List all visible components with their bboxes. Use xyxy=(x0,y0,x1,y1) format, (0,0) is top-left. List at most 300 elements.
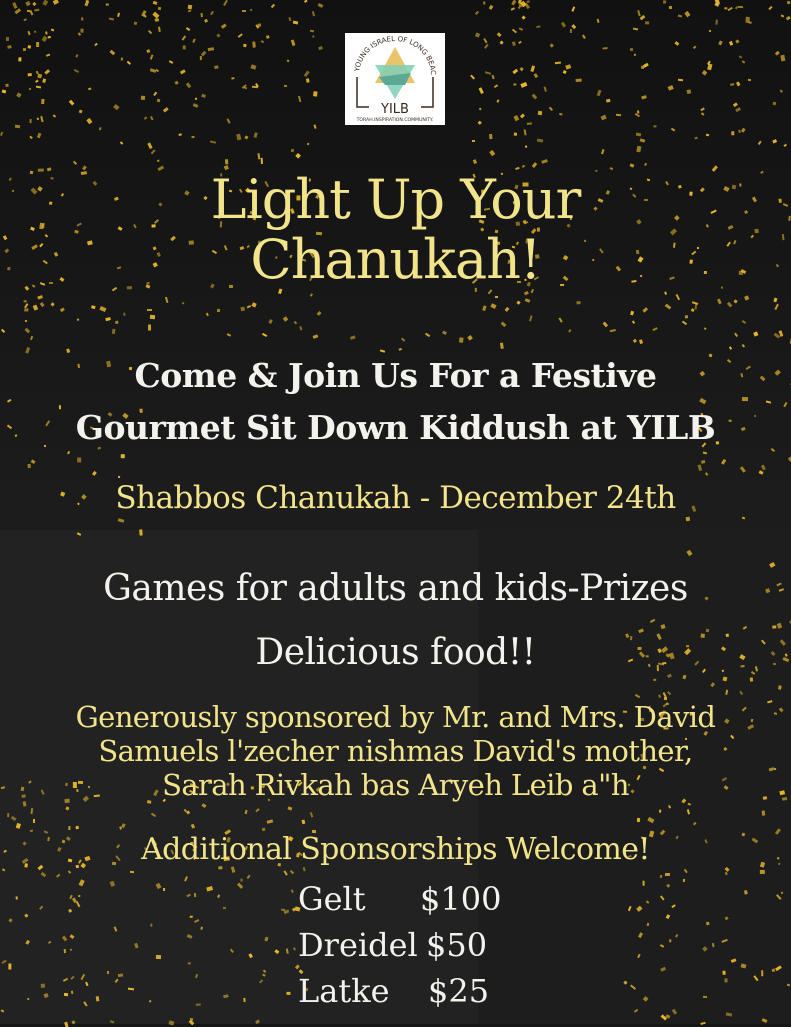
confetti-piece xyxy=(266,820,272,824)
confetti-piece xyxy=(694,304,697,310)
confetti-piece xyxy=(711,682,716,687)
confetti-piece xyxy=(187,893,191,897)
sponsor-line-2: Samuels l'zecher nishmas David's mother, xyxy=(98,734,693,768)
confetti-piece xyxy=(140,530,143,536)
confetti-piece xyxy=(670,939,672,942)
confetti-piece xyxy=(631,320,634,323)
confetti-piece xyxy=(81,974,85,980)
confetti-piece xyxy=(8,918,13,922)
confetti-piece xyxy=(602,46,607,49)
confetti-piece xyxy=(286,948,289,953)
confetti-piece xyxy=(118,475,120,477)
confetti-piece xyxy=(538,111,543,116)
confetti-piece xyxy=(684,11,690,17)
confetti-piece xyxy=(248,954,253,959)
confetti-piece xyxy=(665,304,672,310)
confetti-piece xyxy=(738,6,743,8)
confetti-piece xyxy=(30,119,32,123)
confetti-piece xyxy=(226,118,230,123)
confetti-piece xyxy=(283,870,288,876)
confetti-piece xyxy=(151,150,155,155)
confetti-piece xyxy=(527,123,532,125)
confetti-piece xyxy=(653,679,656,681)
confetti-piece xyxy=(16,896,18,899)
confetti-piece xyxy=(179,133,182,135)
confetti-piece xyxy=(732,102,737,107)
confetti-piece xyxy=(776,965,782,970)
confetti-piece xyxy=(740,467,746,473)
confetti-piece xyxy=(262,333,268,338)
confetti-piece xyxy=(497,33,501,37)
confetti-piece xyxy=(702,70,707,75)
confetti-piece xyxy=(80,28,83,32)
confetti-piece xyxy=(26,347,30,353)
confetti-piece xyxy=(288,806,293,810)
confetti-piece xyxy=(517,301,521,305)
confetti-piece xyxy=(129,871,133,874)
confetti-piece xyxy=(36,79,39,82)
confetti-piece xyxy=(240,879,242,882)
confetti-piece xyxy=(643,996,648,1001)
confetti-piece xyxy=(484,43,489,48)
confetti-piece xyxy=(66,348,71,353)
confetti-piece xyxy=(291,890,294,894)
confetti-piece xyxy=(601,149,605,155)
confetti-piece xyxy=(660,874,663,878)
confetti-piece xyxy=(776,895,781,900)
confetti-piece xyxy=(241,307,245,311)
confetti-piece xyxy=(194,893,196,897)
confetti-piece xyxy=(312,35,315,38)
confetti-piece xyxy=(511,0,516,6)
confetti-piece xyxy=(729,40,733,45)
confetti-piece xyxy=(787,984,790,987)
confetti-piece xyxy=(247,875,251,879)
confetti-piece xyxy=(8,45,12,49)
confetti-piece xyxy=(158,7,162,10)
confetti-piece xyxy=(2,89,7,93)
confetti-piece xyxy=(150,315,155,319)
confetti-piece xyxy=(744,890,747,894)
confetti-piece xyxy=(500,343,504,349)
sponsorship-price: $100 xyxy=(420,880,502,918)
confetti-piece xyxy=(630,311,634,316)
confetti-piece xyxy=(568,329,571,333)
confetti-piece xyxy=(2,960,7,964)
confetti-piece xyxy=(76,826,79,829)
confetti-piece xyxy=(24,19,27,22)
confetti-piece xyxy=(120,57,123,61)
confetti-piece xyxy=(33,819,35,823)
confetti-piece xyxy=(265,936,269,940)
confetti-piece xyxy=(63,949,65,953)
confetti-piece xyxy=(77,32,80,35)
confetti-piece xyxy=(310,293,313,296)
confetti-piece xyxy=(291,908,296,913)
confetti-piece xyxy=(121,823,126,828)
confetti-piece xyxy=(785,16,790,21)
confetti-piece xyxy=(731,131,734,135)
confetti-piece xyxy=(251,64,257,69)
confetti-piece xyxy=(92,471,97,476)
confetti-piece xyxy=(724,978,727,982)
confetti-piece xyxy=(36,42,39,47)
confetti-piece xyxy=(27,45,31,48)
confetti-piece xyxy=(379,349,384,353)
confetti-piece xyxy=(100,306,107,312)
confetti-piece xyxy=(514,132,517,135)
confetti-piece xyxy=(245,135,249,139)
confetti-piece xyxy=(742,517,746,520)
highlights-line-2: Delicious food!! xyxy=(255,632,536,673)
confetti-piece xyxy=(42,0,48,6)
confetti-piece xyxy=(79,879,85,886)
confetti-piece xyxy=(99,127,102,130)
confetti-piece xyxy=(44,69,50,74)
confetti-piece xyxy=(401,338,405,342)
confetti-piece xyxy=(638,10,642,16)
confetti-piece xyxy=(127,61,131,65)
confetti-piece xyxy=(37,117,39,119)
confetti-piece xyxy=(512,41,516,45)
confetti-piece xyxy=(271,4,275,8)
confetti-piece xyxy=(44,993,49,998)
confetti-piece xyxy=(261,158,263,164)
confetti-piece xyxy=(39,302,44,307)
confetti-piece xyxy=(243,44,247,48)
confetti-piece xyxy=(227,333,231,336)
confetti-piece xyxy=(643,162,647,166)
confetti-piece xyxy=(725,7,728,9)
confetti-piece xyxy=(572,24,576,28)
confetti-piece xyxy=(1,868,5,872)
confetti-piece xyxy=(196,1004,201,1006)
confetti-piece xyxy=(781,14,785,17)
confetti-piece xyxy=(727,7,732,11)
confetti-piece xyxy=(646,900,650,904)
confetti-piece xyxy=(773,297,777,301)
confetti-piece xyxy=(495,296,498,298)
confetti-piece xyxy=(634,53,636,55)
confetti-piece xyxy=(107,971,109,974)
confetti-piece xyxy=(174,80,178,84)
confetti-piece xyxy=(200,56,202,60)
confetti-piece xyxy=(630,48,634,52)
confetti-piece xyxy=(775,303,779,309)
confetti-piece xyxy=(67,826,70,831)
confetti-piece xyxy=(744,296,749,301)
confetti-piece xyxy=(242,10,246,12)
confetti-piece xyxy=(113,104,119,110)
confetti-piece xyxy=(718,41,723,46)
confetti-piece xyxy=(665,873,670,876)
confetti-piece xyxy=(707,64,712,71)
confetti-piece xyxy=(1,1009,5,1012)
confetti-piece xyxy=(30,459,35,464)
confetti-piece xyxy=(186,934,192,939)
confetti-piece xyxy=(741,127,746,132)
confetti-piece xyxy=(154,1,158,5)
confetti-piece xyxy=(25,914,29,918)
confetti-piece xyxy=(302,820,306,824)
confetti-piece xyxy=(238,33,243,37)
confetti-piece xyxy=(110,1020,114,1023)
confetti-piece xyxy=(350,336,356,341)
confetti-piece xyxy=(678,14,682,17)
confetti-piece xyxy=(739,691,744,696)
invite-line-1: Come & Join Us For a Festive xyxy=(134,356,657,395)
confetti-piece xyxy=(201,803,206,807)
confetti-piece xyxy=(71,991,74,994)
confetti-piece xyxy=(24,328,29,333)
confetti-piece xyxy=(601,116,607,121)
confetti-piece xyxy=(687,803,691,807)
confetti-piece xyxy=(214,66,218,69)
confetti-piece xyxy=(208,48,214,52)
confetti-piece xyxy=(48,36,51,39)
confetti-piece xyxy=(686,550,692,556)
confetti-piece xyxy=(62,935,68,941)
confetti-piece xyxy=(36,86,41,89)
confetti-piece xyxy=(9,963,12,969)
confetti-piece xyxy=(703,451,707,453)
confetti-piece xyxy=(489,150,495,156)
confetti-piece xyxy=(513,115,519,121)
confetti-piece xyxy=(77,458,81,463)
confetti-piece xyxy=(623,981,627,985)
confetti-piece xyxy=(24,320,26,322)
confetti-piece xyxy=(256,1019,261,1024)
confetti-piece xyxy=(669,6,672,9)
confetti-piece xyxy=(283,317,288,322)
confetti-piece xyxy=(629,985,635,990)
confetti-piece xyxy=(494,84,498,88)
confetti-piece xyxy=(773,102,777,105)
confetti-piece xyxy=(60,307,65,312)
confetti-piece xyxy=(252,41,256,47)
confetti-piece xyxy=(119,141,123,145)
confetti-piece xyxy=(530,65,534,71)
confetti-piece xyxy=(505,307,510,312)
confetti-piece xyxy=(187,963,190,965)
confetti-piece xyxy=(185,82,191,88)
confetti-piece xyxy=(69,934,74,939)
confetti-piece xyxy=(37,133,41,138)
sponsor-line-1: Generously sponsored by Mr. and Mrs. David xyxy=(75,700,716,734)
confetti-piece xyxy=(157,26,160,31)
confetti-piece xyxy=(521,16,525,20)
confetti-piece xyxy=(606,99,611,103)
confetti-piece xyxy=(524,291,529,295)
confetti-piece xyxy=(731,958,737,963)
confetti-piece xyxy=(221,23,227,28)
confetti-piece xyxy=(633,27,638,30)
invite-line-2: Gourmet Sit Down Kiddush at YILB xyxy=(75,408,716,447)
confetti-piece xyxy=(186,27,191,31)
confetti-piece xyxy=(51,302,55,306)
confetti-piece xyxy=(258,979,263,983)
confetti-piece xyxy=(742,397,748,401)
confetti-piece xyxy=(34,9,40,12)
confetti-piece xyxy=(478,107,481,110)
confetti-piece xyxy=(559,113,562,115)
confetti-piece xyxy=(743,626,747,630)
confetti-piece xyxy=(40,116,43,122)
confetti-piece xyxy=(542,160,548,164)
confetti-piece xyxy=(74,69,79,73)
confetti-piece xyxy=(231,77,234,80)
confetti-piece xyxy=(500,322,506,328)
confetti-piece xyxy=(201,51,207,57)
confetti-piece xyxy=(754,975,759,981)
confetti-piece xyxy=(68,908,72,912)
confetti-piece xyxy=(701,107,705,111)
confetti-piece xyxy=(563,70,567,74)
confetti-piece xyxy=(217,894,220,898)
confetti-piece xyxy=(249,9,252,12)
confetti-piece xyxy=(265,36,269,39)
confetti-piece xyxy=(762,1018,768,1023)
confetti-piece xyxy=(106,318,111,321)
confetti-piece xyxy=(533,73,537,78)
confetti-piece xyxy=(558,317,563,322)
confetti-piece xyxy=(291,149,294,152)
confetti-piece xyxy=(684,315,688,318)
confetti-piece xyxy=(722,939,728,943)
confetti-piece xyxy=(26,940,30,945)
sponsor-line-3: Sarah Rivkah bas Aryeh Leib a"h xyxy=(162,768,629,802)
confetti-piece xyxy=(288,17,291,21)
confetti-piece xyxy=(523,129,526,135)
confetti-piece xyxy=(68,100,74,106)
confetti-piece xyxy=(31,808,34,814)
confetti-piece xyxy=(642,95,647,99)
confetti-piece xyxy=(293,321,297,325)
confetti-piece xyxy=(196,974,199,978)
additional-sponsorships: Additional Sponsorships Welcome! xyxy=(141,832,650,867)
confetti-piece xyxy=(73,161,77,165)
confetti-piece xyxy=(683,878,686,881)
confetti-piece xyxy=(725,916,729,921)
confetti-piece xyxy=(639,138,645,142)
confetti-piece xyxy=(482,306,486,312)
confetti-piece xyxy=(183,808,187,812)
confetti-piece xyxy=(742,320,746,324)
confetti-piece xyxy=(149,55,153,61)
confetti-piece xyxy=(40,872,46,877)
sponsorship-name: Dreidel xyxy=(298,926,418,964)
confetti-piece xyxy=(51,28,55,31)
confetti-piece xyxy=(223,906,226,908)
svg-text:YILB: YILB xyxy=(381,102,409,117)
confetti-piece xyxy=(195,98,198,101)
confetti-piece xyxy=(742,60,746,63)
confetti-piece xyxy=(754,331,759,336)
confetti-piece xyxy=(748,79,751,81)
confetti-piece xyxy=(636,133,641,137)
confetti-piece xyxy=(668,805,671,809)
confetti-piece xyxy=(291,40,296,46)
confetti-piece xyxy=(693,822,697,826)
confetti-piece xyxy=(706,133,709,136)
confetti-piece xyxy=(71,976,75,980)
confetti-piece xyxy=(771,448,775,452)
confetti-piece xyxy=(210,11,214,15)
confetti-piece xyxy=(734,333,738,337)
confetti-piece xyxy=(781,891,783,893)
confetti-piece xyxy=(492,74,495,79)
confetti-piece xyxy=(638,933,643,939)
confetti-piece xyxy=(27,997,30,1000)
confetti-piece xyxy=(739,56,743,59)
confetti-piece xyxy=(672,905,676,909)
confetti-piece xyxy=(520,82,527,88)
confetti-piece xyxy=(722,676,727,681)
confetti-piece xyxy=(14,8,20,14)
confetti-piece xyxy=(118,974,123,977)
confetti-piece xyxy=(281,909,285,912)
sponsorship-price: $25 xyxy=(428,972,490,1010)
confetti-piece xyxy=(738,130,741,133)
confetti-piece xyxy=(28,87,31,90)
confetti-piece xyxy=(95,996,99,1001)
confetti-piece xyxy=(721,459,727,465)
confetti-piece xyxy=(300,326,303,330)
confetti-piece xyxy=(41,78,45,83)
confetti-piece xyxy=(773,140,778,144)
confetti-piece xyxy=(774,51,779,56)
confetti-piece xyxy=(684,869,687,873)
confetti-piece xyxy=(717,299,722,305)
confetti-piece xyxy=(230,949,234,953)
confetti-piece xyxy=(780,55,785,61)
confetti-piece xyxy=(39,905,43,909)
confetti-piece xyxy=(44,32,47,35)
confetti-piece xyxy=(733,300,738,305)
confetti-piece xyxy=(637,906,643,912)
confetti-piece xyxy=(770,562,776,568)
confetti-piece xyxy=(295,153,301,159)
confetti-piece xyxy=(187,4,192,8)
confetti-piece xyxy=(200,927,203,930)
confetti-piece xyxy=(105,4,109,7)
confetti-piece xyxy=(258,24,261,28)
confetti-piece xyxy=(740,963,746,968)
confetti-piece xyxy=(30,10,34,16)
confetti-piece xyxy=(286,60,289,63)
confetti-piece xyxy=(676,294,680,300)
confetti-piece xyxy=(399,348,402,351)
svg-text:TORAH.INSPIRATION.COMMUNITY.: TORAH.INSPIRATION.COMMUNITY. xyxy=(356,118,434,123)
confetti-piece xyxy=(661,896,665,901)
confetti-piece xyxy=(693,45,697,49)
confetti-piece xyxy=(118,519,125,524)
confetti-piece xyxy=(319,47,323,51)
confetti-piece xyxy=(19,57,22,61)
confetti-piece xyxy=(700,459,705,463)
confetti-piece xyxy=(688,809,691,814)
confetti-piece xyxy=(10,816,16,822)
confetti-piece xyxy=(529,316,533,322)
confetti-piece xyxy=(312,11,315,17)
confetti-piece xyxy=(702,946,708,952)
confetti-piece xyxy=(496,99,500,103)
confetti-piece xyxy=(527,1,530,3)
confetti-piece xyxy=(275,949,279,953)
confetti-piece xyxy=(647,817,654,823)
confetti-piece xyxy=(519,40,523,43)
confetti-piece xyxy=(253,132,257,138)
